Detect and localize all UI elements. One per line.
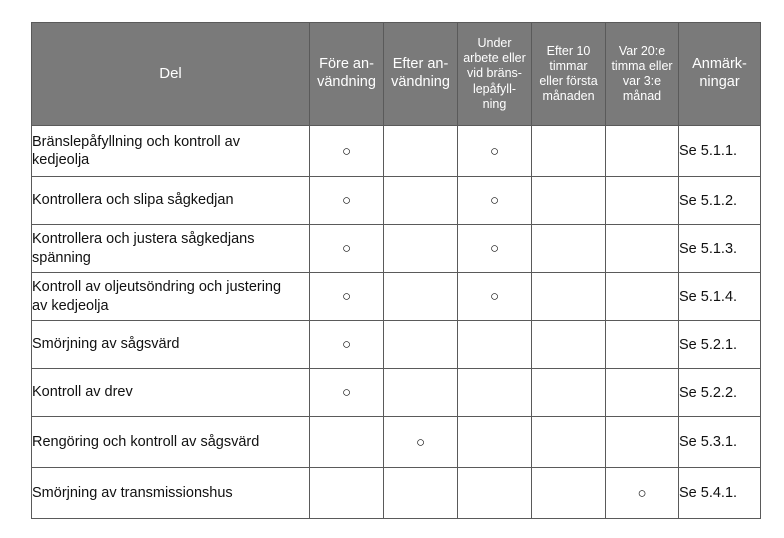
task-cell: Kontrollera och slipa sågkedjan bbox=[32, 177, 310, 225]
mark-fore bbox=[310, 468, 384, 519]
mark-efter10 bbox=[532, 369, 606, 417]
task-cell: Bränslepåfyllning och kontroll av kedjeolja bbox=[32, 126, 310, 177]
task-cell: Smörjning av sågsvärd bbox=[32, 321, 310, 369]
task-cell: Kontroll av drev bbox=[32, 369, 310, 417]
mark-fore: ○ bbox=[310, 273, 384, 321]
mark-var20 bbox=[606, 126, 679, 177]
header-efter-10-timmar: Efter 10 timmar eller första månaden bbox=[532, 23, 606, 126]
mark-var20 bbox=[606, 273, 679, 321]
mark-var20 bbox=[606, 369, 679, 417]
mark-var20 bbox=[606, 177, 679, 225]
mark-fore: ○ bbox=[310, 177, 384, 225]
mark-efter bbox=[384, 321, 458, 369]
header-fore-anvandning: Före an- vändning bbox=[310, 23, 384, 126]
ref-cell: Se 5.3.1. bbox=[679, 417, 761, 468]
table-row bbox=[32, 177, 761, 225]
task-cell: Smörjning av transmissionshus bbox=[32, 468, 310, 519]
mark-efter bbox=[384, 126, 458, 177]
mark-fore: ○ bbox=[310, 369, 384, 417]
mark-fore: ○ bbox=[310, 321, 384, 369]
mark-efter10 bbox=[532, 468, 606, 519]
mark-efter10 bbox=[532, 177, 606, 225]
mark-var20: ○ bbox=[606, 468, 679, 519]
mark-efter bbox=[384, 369, 458, 417]
ref-cell: Se 5.1.4. bbox=[679, 273, 761, 321]
header-del: Del bbox=[32, 23, 310, 126]
table-row bbox=[32, 468, 761, 519]
ref-cell: Se 5.2.1. bbox=[679, 321, 761, 369]
mark-fore: ○ bbox=[310, 126, 384, 177]
ref-cell: Se 5.4.1. bbox=[679, 468, 761, 519]
mark-var20 bbox=[606, 321, 679, 369]
mark-under bbox=[458, 417, 532, 468]
header-row bbox=[32, 23, 761, 126]
mark-under: ○ bbox=[458, 225, 532, 273]
mark-efter bbox=[384, 177, 458, 225]
mark-efter10 bbox=[532, 417, 606, 468]
maintenance-schedule-table bbox=[31, 22, 761, 519]
mark-efter bbox=[384, 225, 458, 273]
ref-cell: Se 5.1.1. bbox=[679, 126, 761, 177]
mark-efter10 bbox=[532, 321, 606, 369]
mark-fore: ○ bbox=[310, 225, 384, 273]
table-row bbox=[32, 321, 761, 369]
mark-var20 bbox=[606, 417, 679, 468]
header-efter-anvandning: Efter an- vändning bbox=[384, 23, 458, 126]
task-cell: Kontrollera och justera sågkedjans spänning bbox=[32, 225, 310, 273]
mark-efter10 bbox=[532, 126, 606, 177]
mark-efter bbox=[384, 273, 458, 321]
mark-under bbox=[458, 468, 532, 519]
mark-fore bbox=[310, 417, 384, 468]
table-row bbox=[32, 417, 761, 468]
ref-cell: Se 5.1.3. bbox=[679, 225, 761, 273]
mark-efter bbox=[384, 468, 458, 519]
mark-under bbox=[458, 369, 532, 417]
mark-under bbox=[458, 321, 532, 369]
ref-cell: Se 5.2.2. bbox=[679, 369, 761, 417]
table-row bbox=[32, 225, 761, 273]
ref-cell: Se 5.1.2. bbox=[679, 177, 761, 225]
mark-efter10 bbox=[532, 225, 606, 273]
mark-under: ○ bbox=[458, 273, 532, 321]
table-row bbox=[32, 369, 761, 417]
task-cell: Rengöring och kontroll av sågsvärd bbox=[32, 417, 310, 468]
header-var-20e-timma: Var 20:e timma eller var 3:e månad bbox=[606, 23, 679, 126]
mark-under: ○ bbox=[458, 126, 532, 177]
header-anmarkningar: Anmärk- ningar bbox=[679, 23, 761, 126]
mark-efter10 bbox=[532, 273, 606, 321]
task-cell: Kontroll av oljeutsöndring och justering av kedjeolja bbox=[32, 273, 310, 321]
mark-under: ○ bbox=[458, 177, 532, 225]
table-row bbox=[32, 126, 761, 177]
header-under-arbete: Under arbete eller vid bräns- lepåfyll- ning bbox=[458, 23, 532, 126]
mark-efter: ○ bbox=[384, 417, 458, 468]
mark-var20 bbox=[606, 225, 679, 273]
table-row bbox=[32, 273, 761, 321]
